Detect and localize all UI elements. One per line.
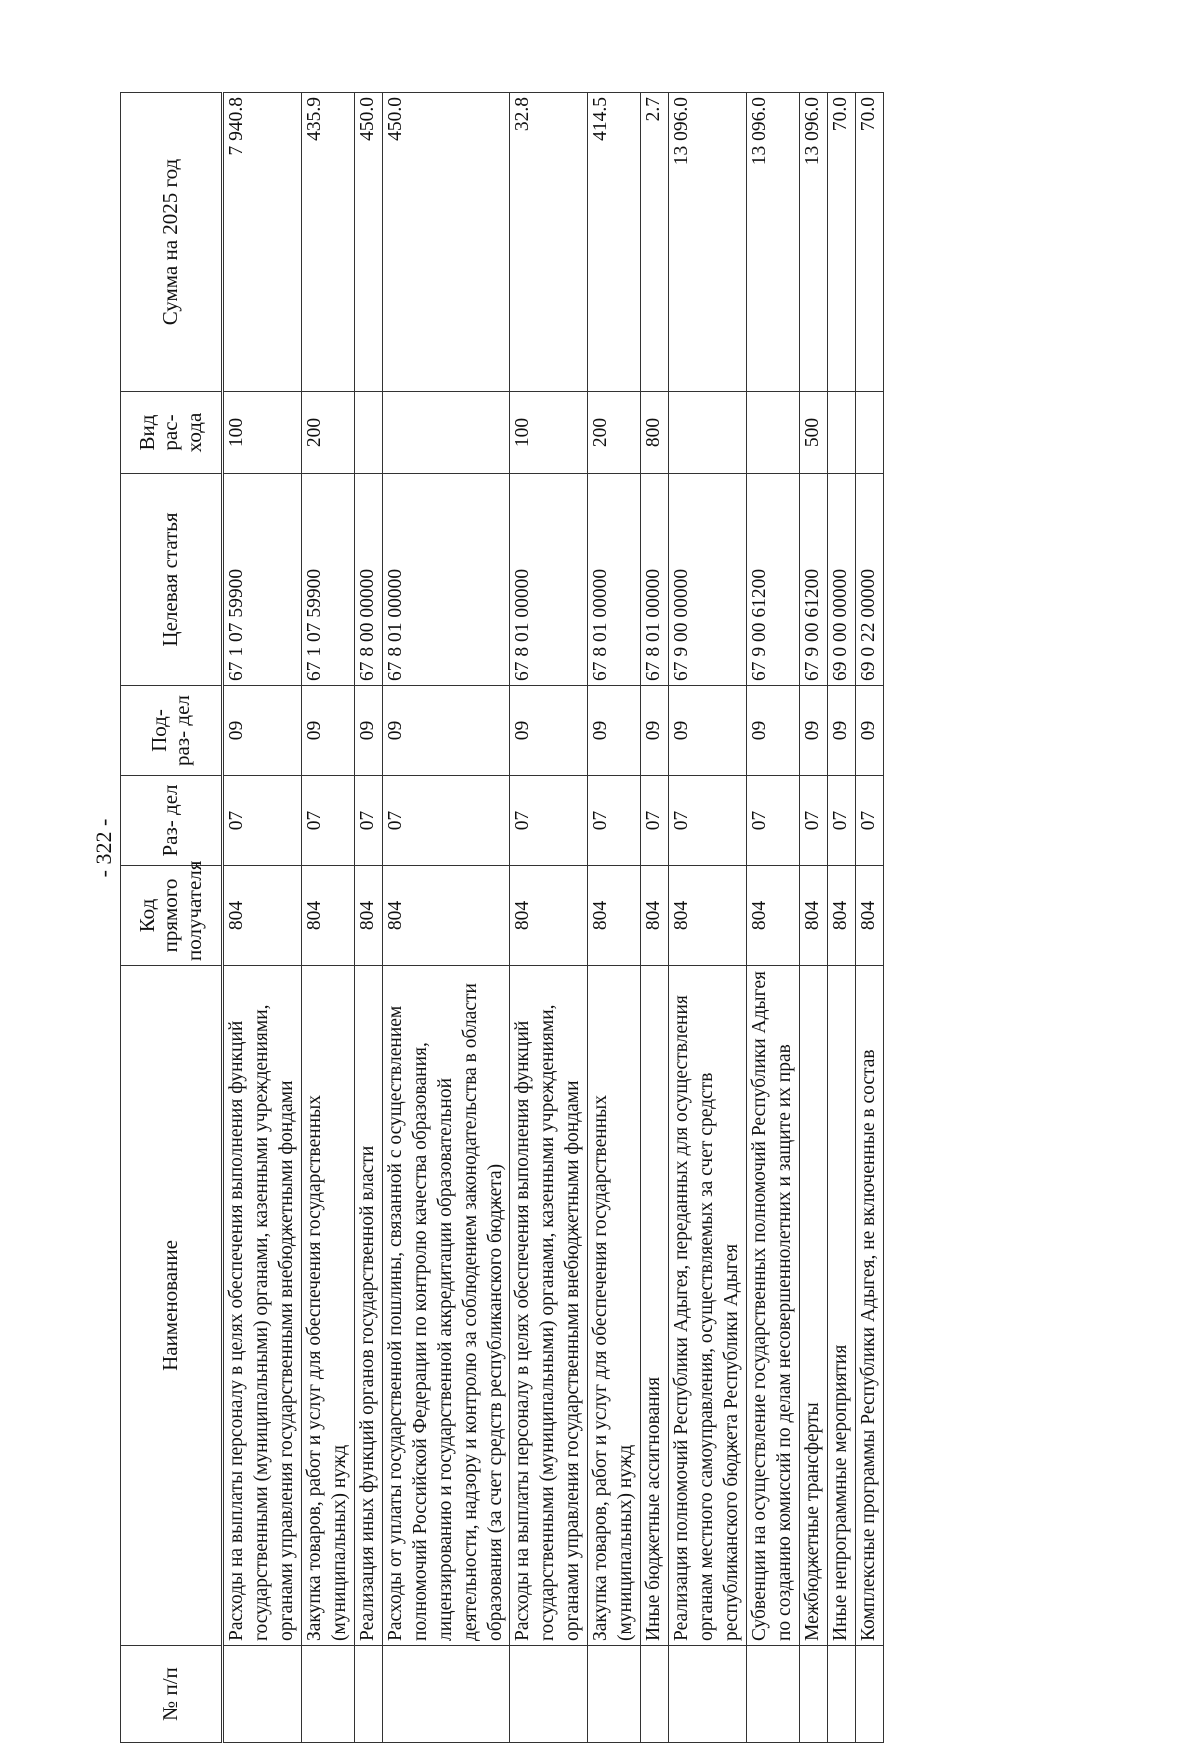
- cell-section: 07: [669, 776, 747, 866]
- cell-expense-type: [669, 392, 747, 474]
- cell-name: Расходы от уплаты государственной пошлины, связанной с осуществлением полномочий Российской Федерации по контролю качества образования, лицензированию и государственной аккредитации образовательной деятельности, надзору и контролю за соблюдением законодательства в области образования (за счет средств республиканского бюджета): [382, 966, 510, 1646]
- table-row: [747, 93, 800, 1743]
- cell-name: Реализация полномочий Республики Адыгея, переданных для осуществления органам местного самоуправления, осуществляемых за счет средств республиканского бюджета Республики Адыгея: [669, 966, 747, 1646]
- cell-expense-type: [382, 392, 510, 474]
- cell-subsection: 09: [641, 686, 669, 776]
- header-expense-type: Вид рас- хода: [121, 392, 223, 474]
- header-section: Раз- дел: [121, 776, 223, 866]
- cell-recipient-code: 804: [510, 866, 588, 966]
- cell-expense-type: 500: [799, 392, 827, 474]
- cell-subsection: 09: [669, 686, 747, 776]
- cell-subsection: 09: [799, 686, 827, 776]
- cell-num: [301, 1646, 354, 1743]
- cell-expense-type: 200: [301, 392, 354, 474]
- table-row: [799, 93, 827, 1743]
- cell-num: [669, 1646, 747, 1743]
- cell-amount: 13 096.0: [747, 93, 800, 392]
- cell-name: Субвенции на осуществление государственных полномочий Республики Адыгея по созданию комиссий по делам несовершеннолетних и защите их прав: [747, 966, 800, 1646]
- cell-target-article: 67 8 01 00000: [382, 474, 510, 686]
- table-header-row: [121, 93, 223, 1743]
- cell-recipient-code: 804: [382, 866, 510, 966]
- table-row: [827, 93, 855, 1743]
- cell-target-article: 67 8 01 00000: [510, 474, 588, 686]
- cell-recipient-code: 804: [827, 866, 855, 966]
- cell-name: Расходы на выплаты персоналу в целях обеспечения выполнения функций государственными (муниципальными) органами, казенными учреждениями, органами управления государственными внебюджетными фондами: [223, 966, 302, 1646]
- cell-section: 07: [354, 776, 382, 866]
- cell-name: Реализация иных функций органов государственной власти: [354, 966, 382, 1646]
- cell-num: [382, 1646, 510, 1743]
- cell-expense-type: [747, 392, 800, 474]
- cell-target-article: 69 0 00 00000: [827, 474, 855, 686]
- cell-target-article: 67 1 07 59900: [301, 474, 354, 686]
- cell-subsection: 09: [354, 686, 382, 776]
- header-target-article: Целевая статья: [121, 474, 223, 686]
- cell-subsection: 09: [301, 686, 354, 776]
- cell-section: 07: [747, 776, 800, 866]
- cell-expense-type: 100: [510, 392, 588, 474]
- budget-table: [120, 92, 884, 1743]
- cell-amount: 450.0: [354, 93, 382, 392]
- header-num: № п/п: [121, 1646, 223, 1743]
- cell-expense-type: [354, 392, 382, 474]
- cell-num: [747, 1646, 800, 1743]
- cell-name: Комплексные программы Республики Адыгея, не включенные в состав: [855, 966, 883, 1646]
- cell-name: Расходы на выплаты персоналу в целях обеспечения выполнения функций государственными (муниципальными) органами, казенными учреждениями, органами управления государственными внебюджетными фондами: [510, 966, 588, 1646]
- rotated-table-area: [120, 93, 1030, 1743]
- cell-name: Иные бюджетные ассигнования: [641, 966, 669, 1646]
- cell-subsection: 09: [510, 686, 588, 776]
- cell-expense-type: 100: [223, 392, 302, 474]
- cell-recipient-code: 804: [588, 866, 641, 966]
- cell-recipient-code: 804: [799, 866, 827, 966]
- header-amount: Сумма на 2025 год: [121, 93, 223, 392]
- cell-amount: 435.9: [301, 93, 354, 392]
- cell-amount: 13 096.0: [799, 93, 827, 392]
- cell-num: [855, 1646, 883, 1743]
- cell-recipient-code: 804: [641, 866, 669, 966]
- cell-subsection: 09: [382, 686, 510, 776]
- table-row: [223, 93, 302, 1743]
- table-row: [855, 93, 883, 1743]
- cell-target-article: 67 8 00 00000: [354, 474, 382, 686]
- cell-amount: 32.8: [510, 93, 588, 392]
- cell-recipient-code: 804: [301, 866, 354, 966]
- cell-recipient-code: 804: [669, 866, 747, 966]
- page-number: - 322 -: [91, 818, 116, 878]
- cell-target-article: 67 9 00 61200: [747, 474, 800, 686]
- cell-num: [588, 1646, 641, 1743]
- cell-amount: 70.0: [827, 93, 855, 392]
- cell-amount: 70.0: [855, 93, 883, 392]
- table-row: [301, 93, 354, 1743]
- cell-target-article: 67 9 00 00000: [669, 474, 747, 686]
- cell-section: 07: [588, 776, 641, 866]
- cell-name: Иные непрограммные мероприятия: [827, 966, 855, 1646]
- cell-section: 07: [382, 776, 510, 866]
- cell-subsection: 09: [588, 686, 641, 776]
- cell-num: [510, 1646, 588, 1743]
- cell-section: 07: [301, 776, 354, 866]
- cell-recipient-code: 804: [855, 866, 883, 966]
- cell-expense-type: [855, 392, 883, 474]
- header-recipient-code: Код прямого получателя: [121, 866, 223, 966]
- cell-subsection: 09: [827, 686, 855, 776]
- cell-target-article: 67 9 00 61200: [799, 474, 827, 686]
- cell-expense-type: 800: [641, 392, 669, 474]
- table-container: [120, 93, 1030, 1743]
- table-row: [510, 93, 588, 1743]
- cell-expense-type: [827, 392, 855, 474]
- cell-section: 07: [855, 776, 883, 866]
- header-name: Наименование: [121, 966, 223, 1646]
- table-row: [354, 93, 382, 1743]
- cell-subsection: 09: [223, 686, 302, 776]
- cell-recipient-code: 804: [354, 866, 382, 966]
- cell-name: Закупка товаров, работ и услуг для обеспечения государственных (муниципальных) нужд: [588, 966, 641, 1646]
- cell-num: [827, 1646, 855, 1743]
- cell-expense-type: 200: [588, 392, 641, 474]
- cell-num: [641, 1646, 669, 1743]
- table-row: [669, 93, 747, 1743]
- table-row: [588, 93, 641, 1743]
- cell-section: 07: [827, 776, 855, 866]
- cell-target-article: 67 8 01 00000: [641, 474, 669, 686]
- cell-recipient-code: 804: [747, 866, 800, 966]
- cell-target-article: 67 1 07 59900: [223, 474, 302, 686]
- cell-amount: 7 940.8: [223, 93, 302, 392]
- cell-subsection: 09: [747, 686, 800, 776]
- cell-subsection: 09: [855, 686, 883, 776]
- cell-section: 07: [510, 776, 588, 866]
- cell-num: [354, 1646, 382, 1743]
- table-row: [641, 93, 669, 1743]
- cell-amount: 450.0: [382, 93, 510, 392]
- cell-amount: 13 096.0: [669, 93, 747, 392]
- cell-section: 07: [223, 776, 302, 866]
- cell-name: Межбюджетные трансферты: [799, 966, 827, 1646]
- cell-num: [223, 1646, 302, 1743]
- cell-amount: 414.5: [588, 93, 641, 392]
- cell-recipient-code: 804: [223, 866, 302, 966]
- cell-amount: 2.7: [641, 93, 669, 392]
- cell-name: Закупка товаров, работ и услуг для обеспечения государственных (муниципальных) нужд: [301, 966, 354, 1646]
- header-subsection: Под- раз- дел: [121, 686, 223, 776]
- table-row: [382, 93, 510, 1743]
- cell-section: 07: [641, 776, 669, 866]
- cell-num: [799, 1646, 827, 1743]
- cell-target-article: 67 8 01 00000: [588, 474, 641, 686]
- cell-target-article: 69 0 22 00000: [855, 474, 883, 686]
- cell-section: 07: [799, 776, 827, 866]
